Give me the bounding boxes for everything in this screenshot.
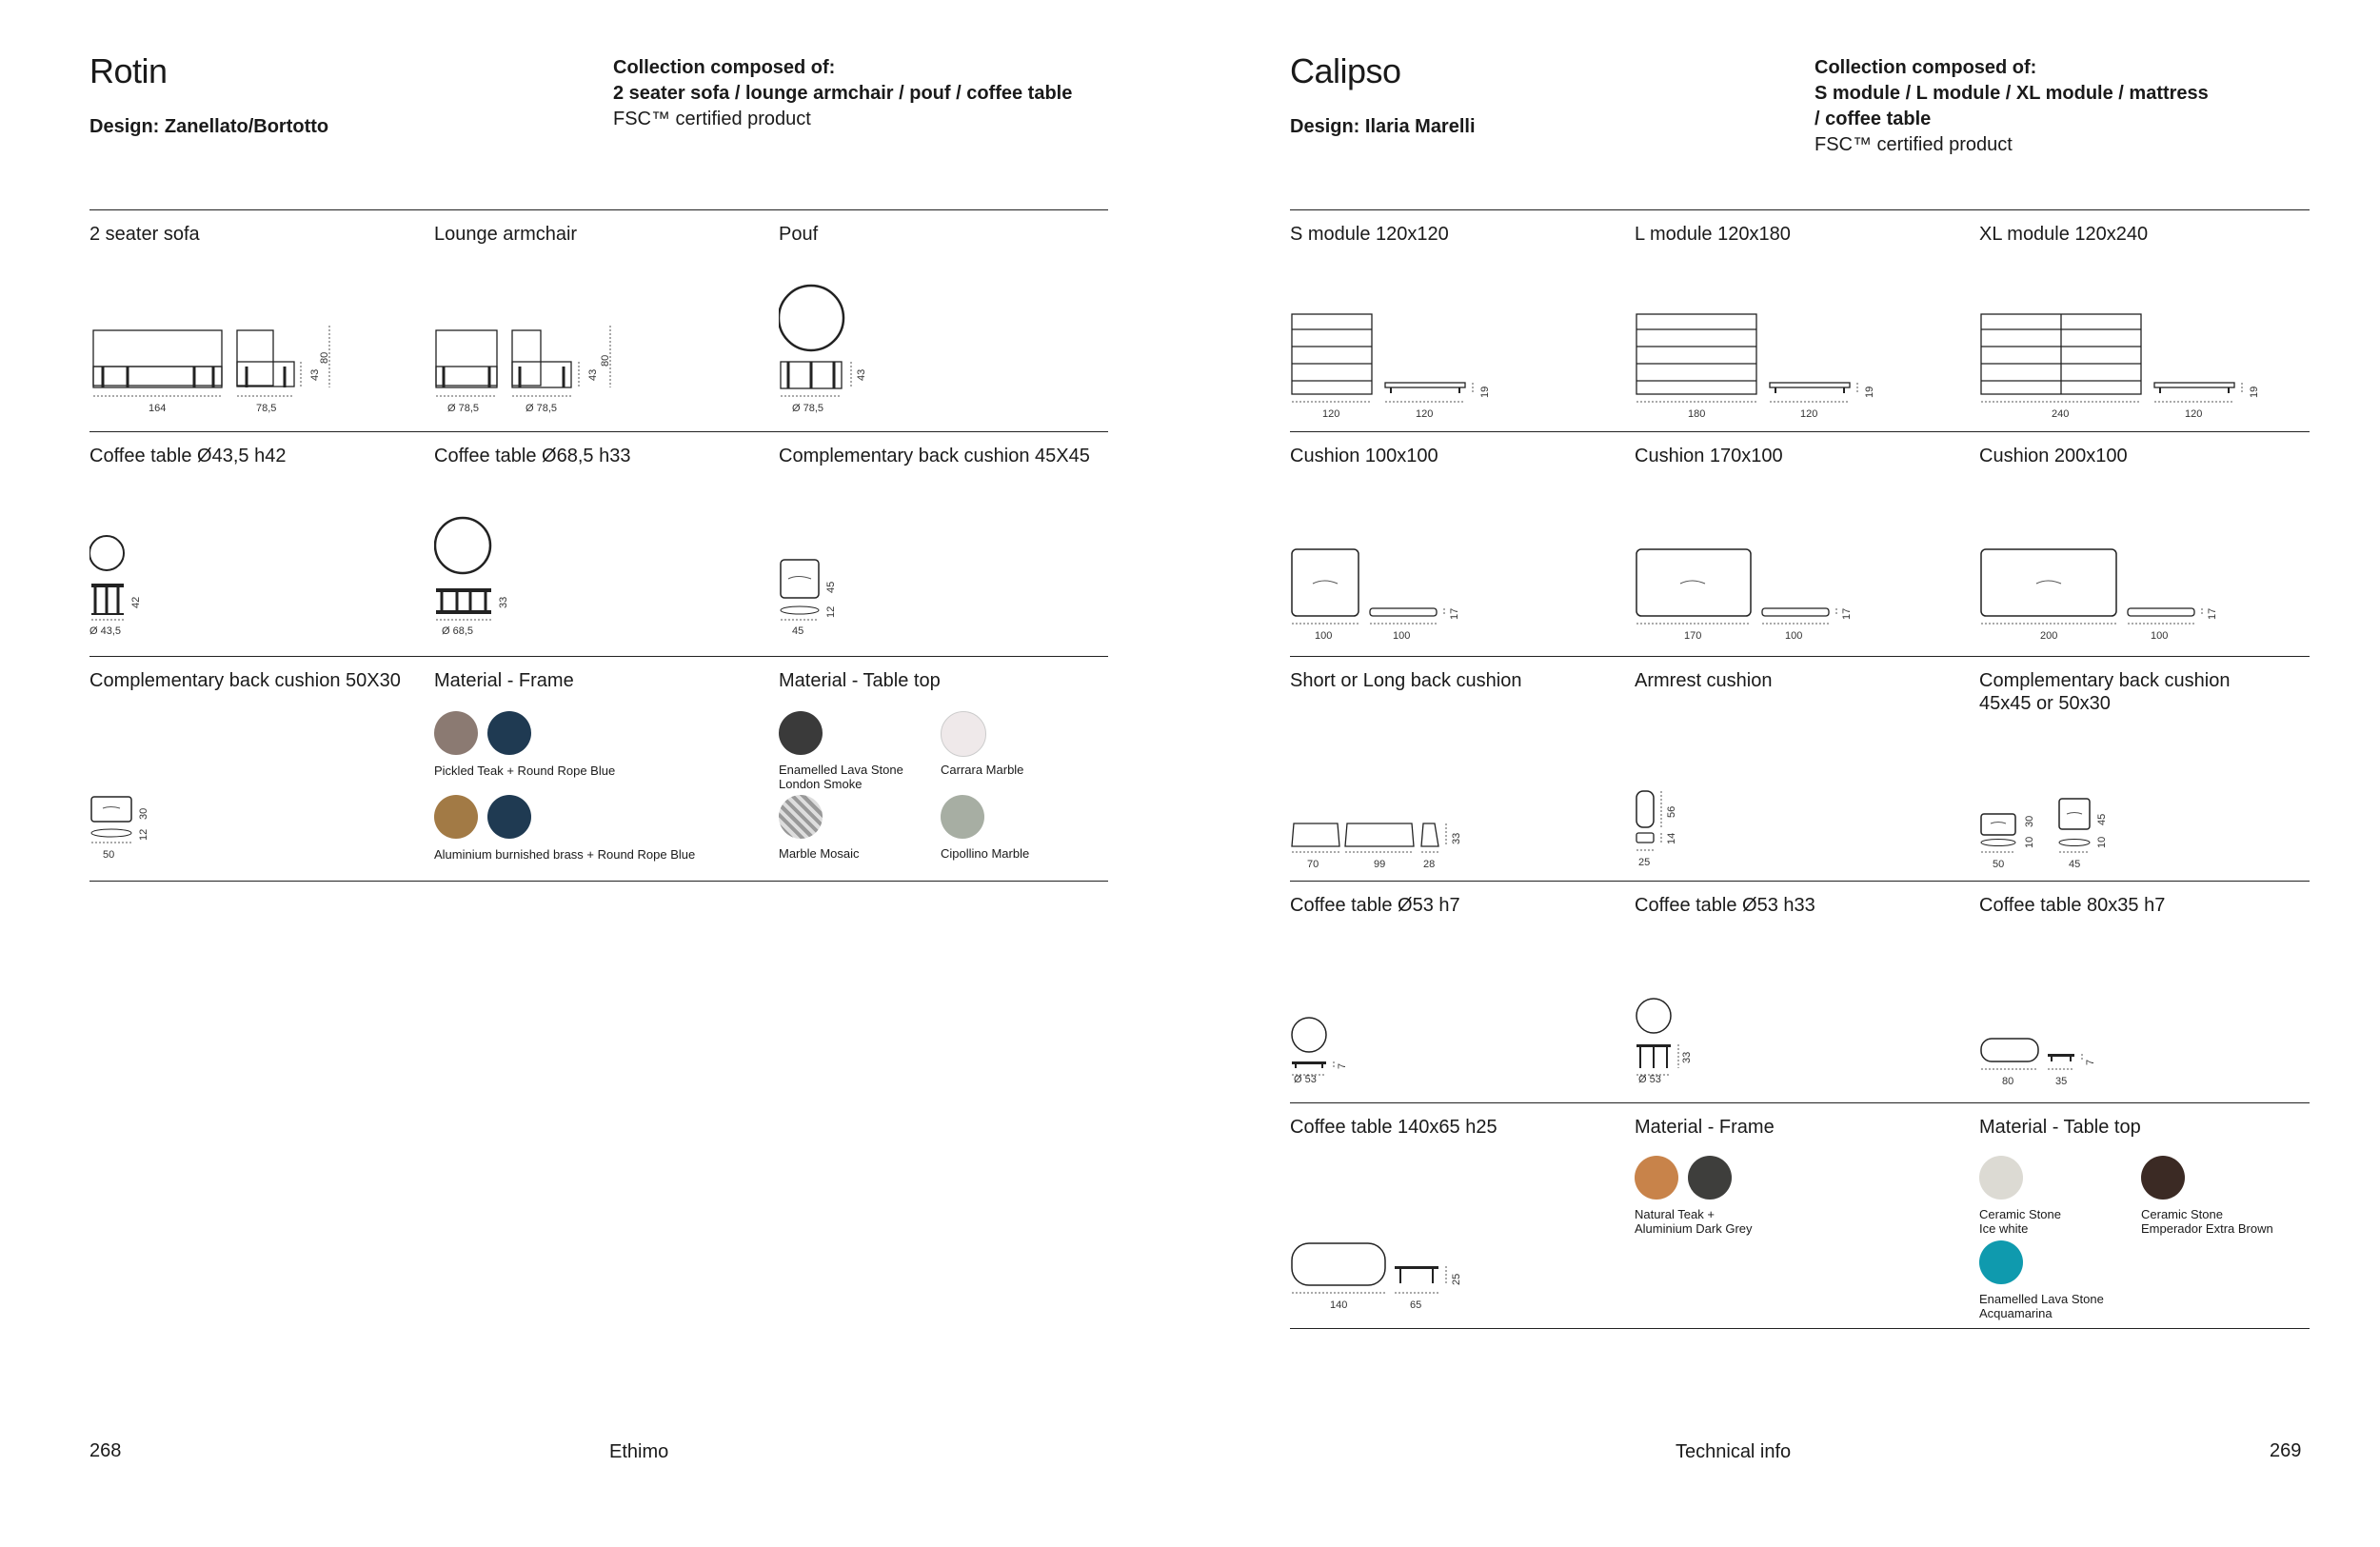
swatch-ceramic-emperador: [2141, 1156, 2185, 1200]
dim-label: 10: [2096, 836, 2108, 848]
brand-footer: Ethimo: [609, 1441, 669, 1462]
product-2-seater-sofa: [89, 209, 425, 432]
dim-label: 43: [309, 368, 321, 381]
dim-label: 120: [1800, 408, 1818, 420]
product-label: Coffee table 140x65 h25: [1290, 1117, 1497, 1138]
dim-label: Ø 68,5: [442, 625, 474, 637]
dim-label: 200: [2040, 630, 2058, 642]
dim-label: 30: [138, 807, 149, 820]
coffee-table-drawing: [1290, 1102, 1625, 1327]
cushion-drawing: [1635, 431, 1970, 656]
product-back-cushion-45x45: [779, 431, 1114, 654]
dim-label: 19: [1864, 386, 1875, 398]
dim-label: 25: [1451, 1273, 1462, 1285]
dim-label: Ø 53: [1638, 1074, 1661, 1085]
dim-label: 65: [1410, 1299, 1422, 1311]
dim-label: 80: [600, 354, 611, 367]
dim-label: 240: [2052, 408, 2070, 420]
dim-label: 56: [1666, 805, 1677, 818]
pouf-drawing: [779, 209, 1114, 432]
dim-label: 33: [498, 596, 509, 608]
material-tabletop-rotin: [779, 656, 1114, 879]
swatch-aluminium-dark-grey: [1688, 1156, 1732, 1200]
cushion-drawing: [89, 656, 425, 881]
module-drawing: [1979, 209, 2314, 432]
dim-label: 25: [1638, 857, 1651, 868]
material-label: Material - Table top: [779, 670, 941, 691]
dim-label: 30: [2024, 815, 2035, 827]
product-label: Coffee table 80x35 h7: [1979, 895, 2166, 916]
dim-label: 120: [1416, 408, 1434, 420]
dim-label: 45: [792, 625, 804, 637]
material-label: Material - Table top: [1979, 1117, 2141, 1138]
dim-label: 7: [1337, 1062, 1348, 1069]
product-label: Coffee table Ø53 h33: [1635, 895, 1815, 916]
cushion-drawing: [1635, 656, 1970, 881]
collection-items: 2 seater sofa / lounge armchair / pouf / coffee table: [613, 83, 1073, 104]
product-coffee-table-43: [89, 431, 425, 654]
page-title-calipso: Calipso: [1290, 51, 1401, 90]
dim-label: 10: [2024, 836, 2035, 848]
product-label: L module 120x180: [1635, 224, 1791, 245]
dim-label: 35: [2055, 1076, 2068, 1087]
dim-label: 14: [1666, 832, 1677, 844]
material-label: Material - Frame: [434, 670, 574, 691]
product-coffee-table-53-h7: [1290, 881, 1625, 1103]
swatch-label: Marble Mosaic: [779, 846, 860, 861]
product-armrest-cushion: [1635, 656, 1970, 879]
product-label: Complementary back cushion 45X45: [779, 446, 1090, 466]
dim-label: 50: [103, 849, 115, 861]
designer-rotin: Design: Zanellato/Bortotto: [89, 116, 329, 137]
dim-label: 33: [1681, 1051, 1693, 1063]
page-title-rotin: Rotin: [89, 51, 168, 90]
coffee-table-drawing: [434, 431, 769, 656]
swatch-label: Aluminium burnished brass + Round Rope Blue: [434, 847, 696, 862]
fsc-note: FSC™ certified product: [1815, 134, 2013, 155]
product-label: Coffee table Ø43,5 h42: [89, 446, 287, 466]
swatch-natural-teak: [1635, 1156, 1678, 1200]
product-coffee-table-68: [434, 431, 769, 654]
product-label: Cushion 200x100: [1979, 446, 2128, 466]
product-cushion-200: [1979, 431, 2314, 654]
swatch-carrara-marble: [941, 711, 986, 757]
product-coffee-table-53-h33: [1635, 881, 1970, 1103]
swatch-label: Ceramic Stone Ice white: [1979, 1207, 2061, 1236]
designer-calipso: Design: Ilaria Marelli: [1290, 116, 1476, 137]
dim-label: 45: [825, 581, 837, 593]
swatch-marble-mosaic: [779, 795, 823, 839]
page-number-left: 268: [89, 1440, 122, 1461]
module-drawing: [1290, 209, 1625, 432]
sofa-drawing: [89, 209, 425, 432]
dim-label: 43: [587, 368, 599, 381]
product-label: Short or Long back cushion: [1290, 670, 1522, 691]
product-label: Cushion 100x100: [1290, 446, 1438, 466]
collection-items: S module / L module / XL module / mattress: [1815, 83, 2209, 104]
product-s-module: [1290, 209, 1625, 432]
dim-label: 120: [1322, 408, 1340, 420]
swatch-lava-acquamarina: [1979, 1240, 2023, 1284]
dim-label: 99: [1374, 859, 1386, 870]
product-label: Cushion 170x100: [1635, 446, 1783, 466]
coffee-table-drawing: [1635, 881, 1970, 1103]
dim-label: Ø 53: [1294, 1074, 1317, 1085]
dim-label: 19: [1479, 386, 1491, 398]
swatch-cipollino-marble: [941, 795, 984, 839]
dim-label: 45: [2096, 813, 2108, 825]
material-label: Material - Frame: [1635, 1117, 1775, 1138]
collection-heading: Collection composed of:: [613, 57, 836, 78]
swatch-pickled-teak: [434, 711, 478, 755]
collection-heading: Collection composed of:: [1815, 57, 2037, 78]
material-frame-calipso: [1635, 1102, 1970, 1325]
page-number-right: 269: [2270, 1440, 2302, 1461]
dim-label: 12: [138, 828, 149, 841]
material-tabletop-calipso: [1979, 1102, 2314, 1325]
swatch-round-rope-blue: [487, 795, 531, 839]
cushion-drawing: [1290, 431, 1625, 656]
coffee-table-drawing: [89, 431, 425, 656]
coffee-table-drawing: [1979, 881, 2314, 1103]
dim-label: 17: [1841, 607, 1853, 620]
product-xl-module: [1979, 209, 2314, 432]
product-label: Complementary back cushion 50X30: [89, 670, 401, 691]
dim-label: 19: [2249, 386, 2260, 398]
swatch-ceramic-ice-white: [1979, 1156, 2023, 1200]
product-label: Armrest cushion: [1635, 670, 1773, 691]
dim-label: 100: [1315, 630, 1333, 642]
product-label: XL module 120x240: [1979, 224, 2149, 245]
dim-label: 50: [1993, 859, 2005, 870]
product-label: Pouf: [779, 224, 819, 245]
dim-label: 70: [1307, 859, 1319, 870]
coffee-table-drawing: [1290, 881, 1625, 1103]
section-footer: Technical info: [1676, 1441, 1792, 1462]
swatch-burnished-brass: [434, 795, 478, 839]
product-cushion-170: [1635, 431, 1970, 654]
product-short-long-back-cushion: [1290, 656, 1625, 879]
product-l-module: [1635, 209, 1970, 432]
cushion-drawing: [1979, 656, 2314, 881]
product-complementary-back-cushion: [1979, 656, 2314, 879]
product-label: Coffee table Ø53 h7: [1290, 895, 1460, 916]
cushion-drawing: [779, 431, 1114, 656]
dim-label: 17: [1449, 607, 1460, 620]
product-back-cushion-50x30: [89, 656, 425, 879]
dim-label: 100: [1785, 630, 1803, 642]
swatch-label: Cipollino Marble: [941, 846, 1030, 861]
dim-label: Ø 43,5: [89, 625, 122, 637]
product-coffee-table-80x35: [1979, 881, 2314, 1103]
divider: [1290, 1328, 2310, 1329]
dim-label: 180: [1688, 408, 1706, 420]
fsc-note: FSC™ certified product: [613, 109, 811, 129]
dim-label: Ø 78,5: [792, 403, 824, 414]
material-frame-rotin: [434, 656, 769, 879]
dim-label: 120: [2185, 408, 2203, 420]
product-label: Lounge armchair: [434, 224, 578, 245]
module-drawing: [1635, 209, 1970, 432]
swatch-round-rope-blue: [487, 711, 531, 755]
divider: [89, 881, 1108, 882]
dim-label: Ø 78,5: [447, 403, 480, 414]
dim-label: 7: [2085, 1059, 2096, 1065]
product-lounge-armchair: [434, 209, 769, 432]
collection-info-calipso: [1815, 55, 2329, 158]
product-label: Coffee table Ø68,5 h33: [434, 446, 631, 466]
swatch-label: Natural Teak + Aluminium Dark Grey: [1635, 1207, 1753, 1236]
dim-label: 43: [856, 368, 867, 381]
swatch-lava-stone-london-smoke: [779, 711, 823, 755]
cushion-drawing: [1290, 656, 1625, 881]
product-coffee-table-140x65: [1290, 1102, 1625, 1325]
dim-label: 28: [1423, 859, 1436, 870]
product-label: Complementary back cushion 45x45 or 50x30: [1979, 670, 2231, 714]
dim-label: 140: [1330, 1299, 1348, 1311]
product-cushion-100: [1290, 431, 1625, 654]
dim-label: 80: [2002, 1076, 2014, 1087]
dim-label: 100: [1393, 630, 1411, 642]
product-label: S module 120x120: [1290, 224, 1449, 245]
collection-info-rotin: [613, 55, 1127, 132]
product-label: 2 seater sofa: [89, 224, 200, 245]
dim-label: 42: [130, 596, 142, 608]
dim-label: 33: [1451, 832, 1462, 844]
collection-items: / coffee table: [1815, 109, 1932, 129]
dim-label: 78,5: [256, 403, 277, 414]
armchair-drawing: [434, 209, 769, 432]
dim-label: 17: [2207, 607, 2218, 620]
dim-label: Ø 78,5: [526, 403, 558, 414]
dim-label: 45: [2069, 859, 2081, 870]
dim-label: 164: [149, 403, 167, 414]
dim-label: 12: [825, 605, 837, 618]
swatch-label: Enamelled Lava Stone Acquamarina: [1979, 1292, 2104, 1320]
swatch-label: Enamelled Lava Stone London Smoke: [779, 763, 903, 791]
dim-label: 100: [2151, 630, 2169, 642]
swatch-label: Carrara Marble: [941, 763, 1024, 777]
swatch-label: Pickled Teak + Round Rope Blue: [434, 764, 616, 778]
dim-label: 170: [1684, 630, 1702, 642]
cushion-drawing: [1979, 431, 2314, 656]
product-pouf: [779, 209, 1114, 432]
dim-label: 80: [319, 351, 330, 364]
swatch-label: Ceramic Stone Emperador Extra Brown: [2141, 1207, 2273, 1236]
